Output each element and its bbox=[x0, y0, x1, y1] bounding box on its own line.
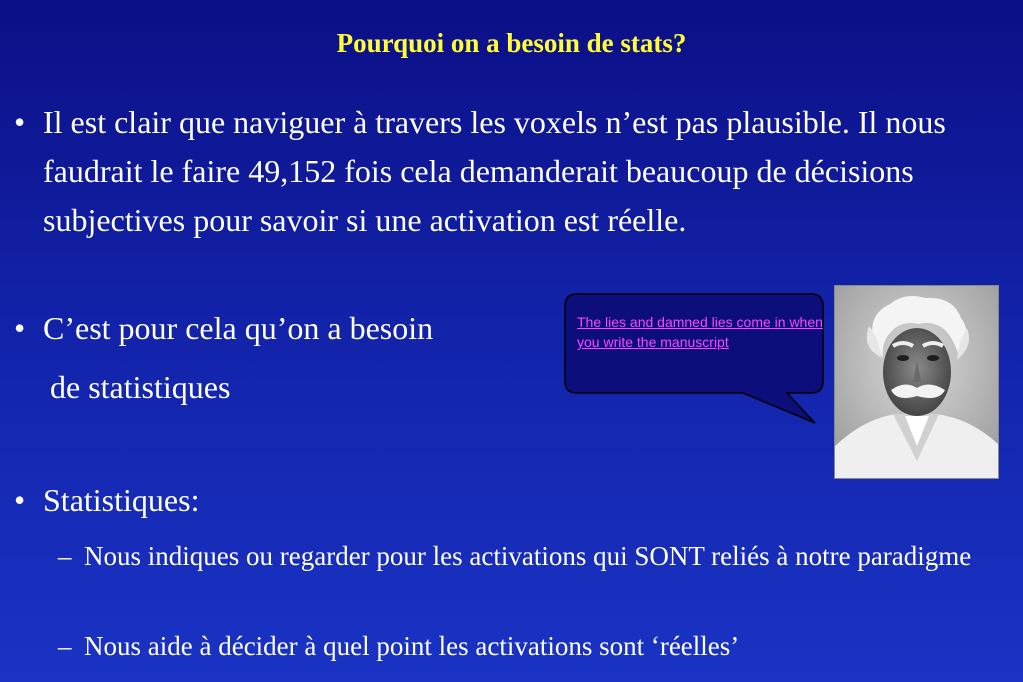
bullet-dot: • bbox=[14, 104, 26, 140]
bullet-text: Il est clair que naviguer à travers les voxels n’est pas plausible. Il nous faudrait le faire 49,152 fois cela demanderait beaucoup de décisions subjectives pour savoir si une activation est réelle. bbox=[43, 104, 946, 238]
bullet-dot: • bbox=[14, 310, 26, 346]
slide-title: Pourquoi on a besoin de stats? bbox=[336, 28, 687, 58]
speech-bubble-callout bbox=[563, 293, 825, 430]
bullet-text: Statistiques: bbox=[43, 482, 200, 518]
portrait-image bbox=[835, 286, 998, 478]
bullet-dot: • bbox=[14, 482, 26, 518]
portrait-photo bbox=[834, 285, 999, 479]
sub-bullet-dash: – bbox=[58, 631, 72, 661]
sub-bullet-text: Nous indiques ou regarder pour les activations qui SONT reliés à notre paradigme bbox=[84, 541, 972, 571]
callout-link[interactable]: The lies and damned lies come in when you write the manuscript bbox=[577, 314, 823, 350]
sub-bullet-dash: – bbox=[58, 541, 72, 571]
bullet-text: C’est pour cela qu’on a besoin bbox=[43, 310, 434, 346]
bullet-continuation: de statistiques bbox=[50, 369, 231, 405]
sub-bullet-text: Nous aide à décider à quel point les activations sont ‘réelles’ bbox=[84, 631, 740, 661]
